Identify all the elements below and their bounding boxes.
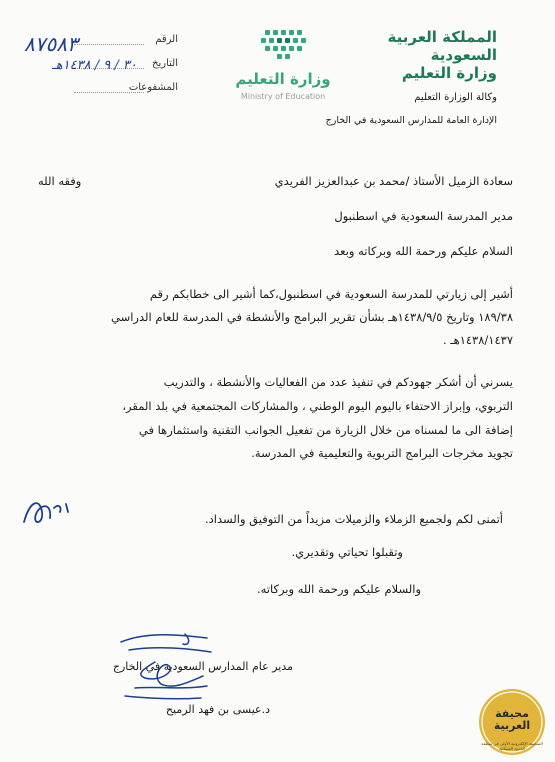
reference-block	[14, 30, 184, 102]
general-admin-name: الإدارة العامة للمدارس السعودية في الخارج	[325, 115, 497, 126]
regards-line: وتقبلوا تحياتي وتقديري.	[291, 545, 403, 559]
signer-name: د.عيسى بن فهد الرميح	[165, 703, 270, 716]
wish-line: أتمنى لكم ولجميع الزملاء والزميلات مزيداً من التوفيق والسداد.	[204, 512, 503, 526]
agency-name: وكالة الوزارة التعليم	[414, 92, 497, 103]
logo-arabic-text: وزارة التعليم	[235, 70, 331, 88]
reference-date-field	[14, 54, 184, 78]
greeting-line: السلام عليكم ورحمة الله وبركاته وبعد	[334, 244, 513, 258]
addressee-line: سعادة الزميل الأستاذ /محمد بن عبدالعزيز الفريدي	[274, 174, 513, 188]
reference-date-value: ٣٠ / ٩ / ١٤٣٨هـ	[52, 58, 137, 73]
salute-right: وفقه الله	[38, 174, 82, 188]
initials-signature-icon	[18, 490, 78, 534]
reference-number-field	[14, 30, 184, 54]
stamp-text: محيفة العربية	[493, 707, 531, 732]
position-line: مدير المدرسة السعودية في اسطنبول	[334, 209, 513, 223]
reference-date-label: التاريخ	[152, 58, 178, 69]
logo-english-text: Ministry of Education	[240, 92, 326, 101]
signer-title: مدير عام المدارس السعودية في الخارج	[112, 660, 293, 673]
para2-line1: يسرني أن أشكر جهودكم في تنفيذ عدد من الفعاليات والأنشطة ، والتدريب	[163, 375, 513, 389]
attachments-field	[14, 78, 184, 102]
kingdom-name: المملكة العربية السعودية	[387, 28, 497, 64]
reference-number-value: ٨٧٥٨٣	[24, 32, 78, 56]
para1-line2: ١٨٩/٣٨ وتاريخ ١٤٣٨/٩/٥هـ بشأن تقرير البرامج والأنشطة في المدرسة للعام الدراسي	[111, 310, 513, 324]
para1-line3: ١٤٣٨/١٤٣٧هـ .	[442, 333, 513, 347]
ministry-name: وزارة التعليم	[401, 64, 497, 82]
ministry-logo-icon	[228, 26, 338, 74]
para2-line2: التربوي، وإبراز الاحتفاء باليوم اليوم الوطني ، والمشاركات المجتمعية في بلد المقر،	[122, 399, 513, 413]
para2-line3: إضافة الى ما لمسناه من خلال الزيارة من تفعيل الجوانب التقنية واستثمارها في	[138, 423, 513, 437]
para1-line1: أشير إلى زيارتي للمدرسة السعودية في اسطنبول،كما أشير الى خطابكم رقم	[149, 287, 513, 301]
closing-line: والسلام عليكم ورحمة الله وبركاته.	[256, 582, 421, 596]
stamp-subtext: الصحيفة الإلكترونية الأولى في منطقة الحدود الشمالية	[481, 741, 543, 751]
attachments-label: المشفوعات	[128, 82, 178, 93]
para2-line4: تجويد مخرجات البرامج التربوية والتعليمية في المدرسة.	[251, 446, 513, 460]
letterhead-right	[327, 28, 497, 126]
reference-number-label: الرقم	[155, 34, 178, 45]
